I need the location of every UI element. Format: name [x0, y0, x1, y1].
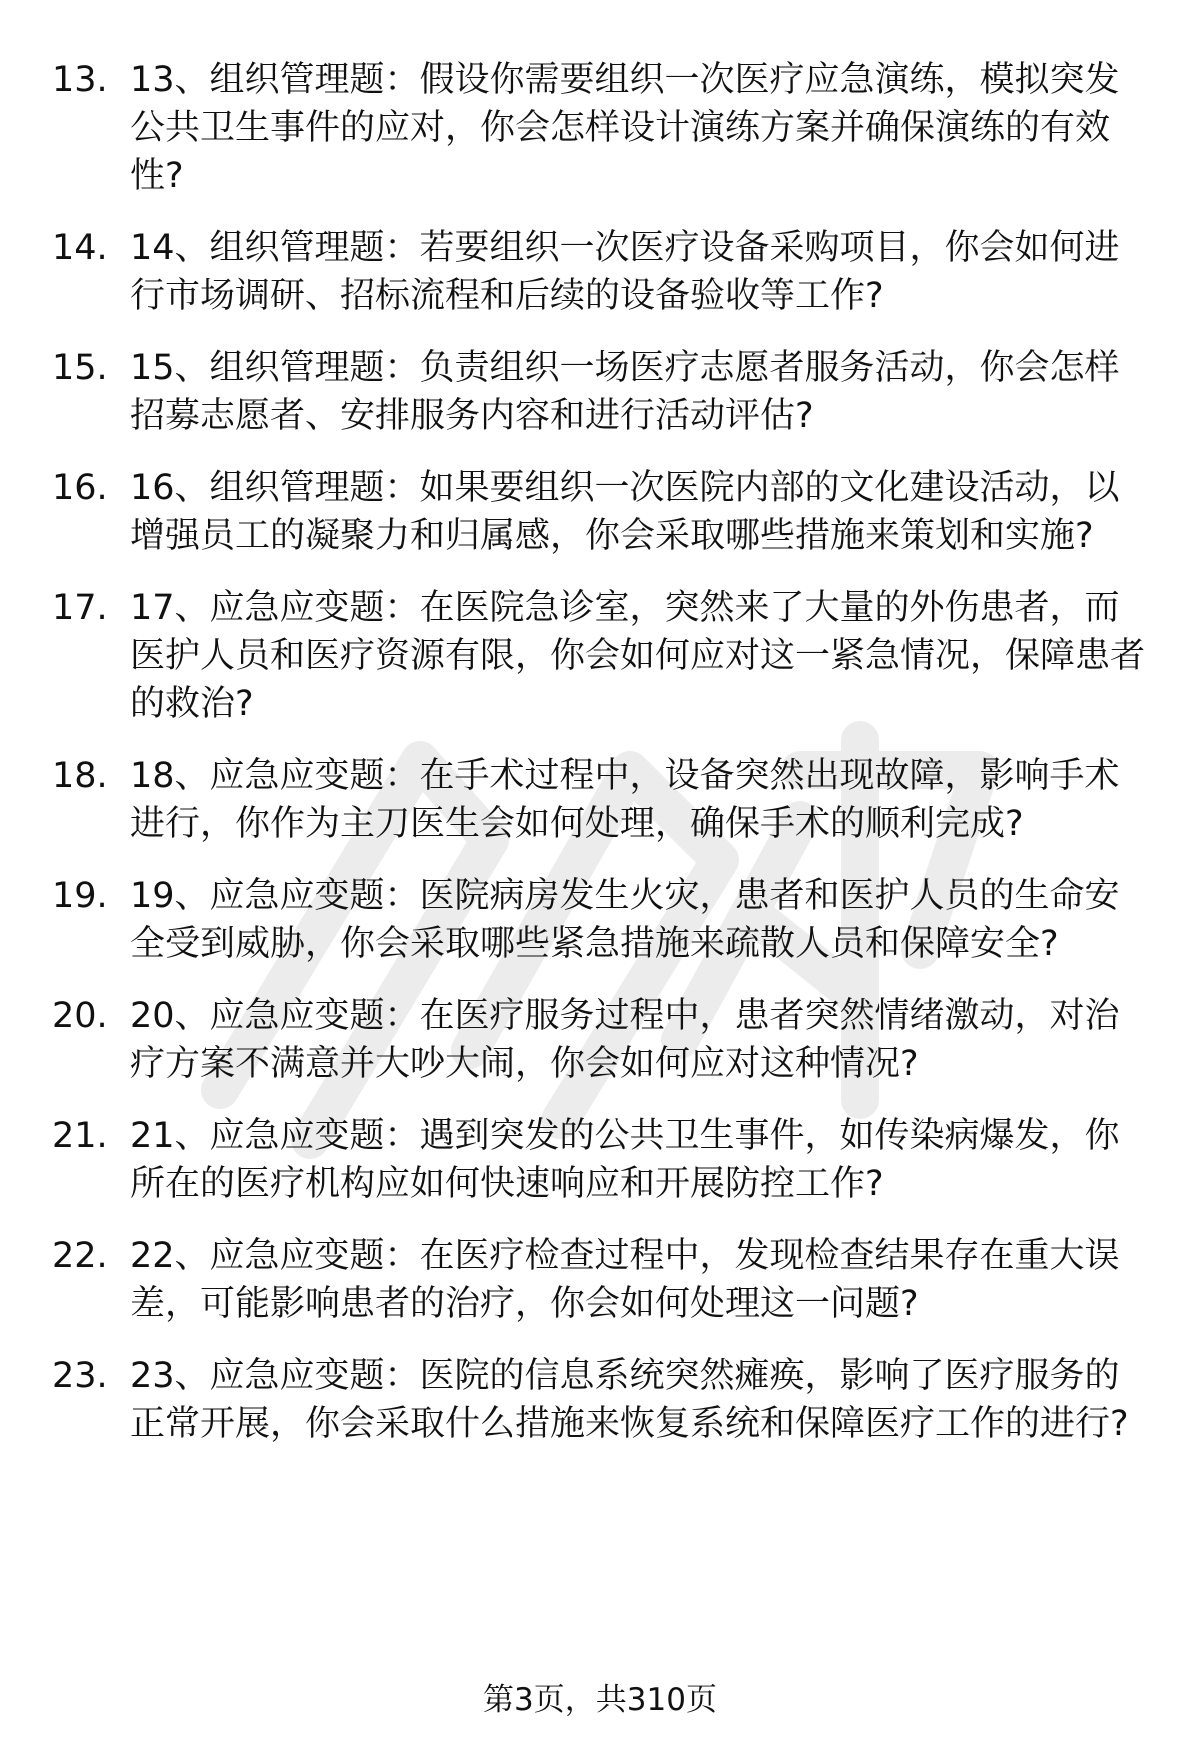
list-item: [52, 56, 1152, 200]
item-number: 15.: [52, 348, 108, 388]
item-text: 21、应急应变题：遇到突发的公共卫生事件，如传染病爆发，你所在的医疗机构应如何快速响应和开展防控工作?: [130, 1116, 1120, 1204]
question-list: [52, 56, 1152, 1448]
item-text: 22、应急应变题：在医疗检查过程中，发现检查结果存在重大误差，可能影响患者的治疗，你会如何处理这一问题?: [130, 1236, 1120, 1324]
page-footer: 第3页，共310页: [483, 1682, 717, 1718]
item-text: 16、组织管理题：如果要组织一次医院内部的文化建设活动，以增强员工的凝聚力和归属感，你会采取哪些措施来策划和实施?: [130, 468, 1120, 556]
list-item: [52, 752, 1152, 848]
item-number: 19.: [52, 876, 108, 916]
item-number: 23.: [52, 1356, 108, 1396]
item-text: 15、组织管理题：负责组织一场医疗志愿者服务活动，你会怎样招募志愿者、安排服务内容和进行活动评估?: [130, 348, 1120, 436]
item-number: 13.: [52, 60, 108, 100]
list-item: [52, 224, 1152, 320]
item-number: 14.: [52, 228, 108, 268]
item-text: 17、应急应变题：在医院急诊室，突然来了大量的外伤患者，而医护人员和医疗资源有限，你会如何应对这一紧急情况，保障患者的救治?: [130, 588, 1146, 724]
item-text: 19、应急应变题：医院病房发生火灾，患者和医护人员的生命安全受到威胁，你会采取哪些紧急措施来疏散人员和保障安全?: [130, 876, 1120, 964]
list-item: [52, 1112, 1152, 1208]
list-item: [52, 344, 1152, 440]
item-number: 21.: [52, 1116, 108, 1156]
item-number: 17.: [52, 588, 108, 628]
item-text: 20、应急应变题：在医疗服务过程中，患者突然情绪激动，对治疗方案不满意并大吵大闹，你会如何应对这种情况?: [130, 996, 1120, 1084]
item-text: 14、组织管理题：若要组织一次医疗设备采购项目，你会如何进行市场调研、招标流程和后续的设备验收等工作?: [130, 228, 1120, 316]
item-number: 18.: [52, 756, 108, 796]
list-item: [52, 1352, 1152, 1448]
list-item: [52, 872, 1152, 968]
item-text: 23、应急应变题：医院的信息系统突然瘫痪，影响了医疗服务的正常开展，你会采取什么措施来恢复系统和保障医疗工作的进行?: [130, 1356, 1129, 1444]
item-number: 20.: [52, 996, 108, 1036]
list-item: [52, 464, 1152, 560]
list-item: [52, 992, 1152, 1088]
item-text: 13、组织管理题：假设你需要组织一次医疗应急演练，模拟突发公共卫生事件的应对，你会怎样设计演练方案并确保演练的有效性?: [130, 60, 1120, 196]
item-text: 18、应急应变题：在手术过程中，设备突然出现故障，影响手术进行，你作为主刀医生会如何处理，确保手术的顺利完成?: [130, 756, 1120, 844]
list-item: [52, 584, 1152, 728]
item-number: 16.: [52, 468, 108, 508]
item-number: 22.: [52, 1236, 108, 1276]
list-item: [52, 1232, 1152, 1328]
